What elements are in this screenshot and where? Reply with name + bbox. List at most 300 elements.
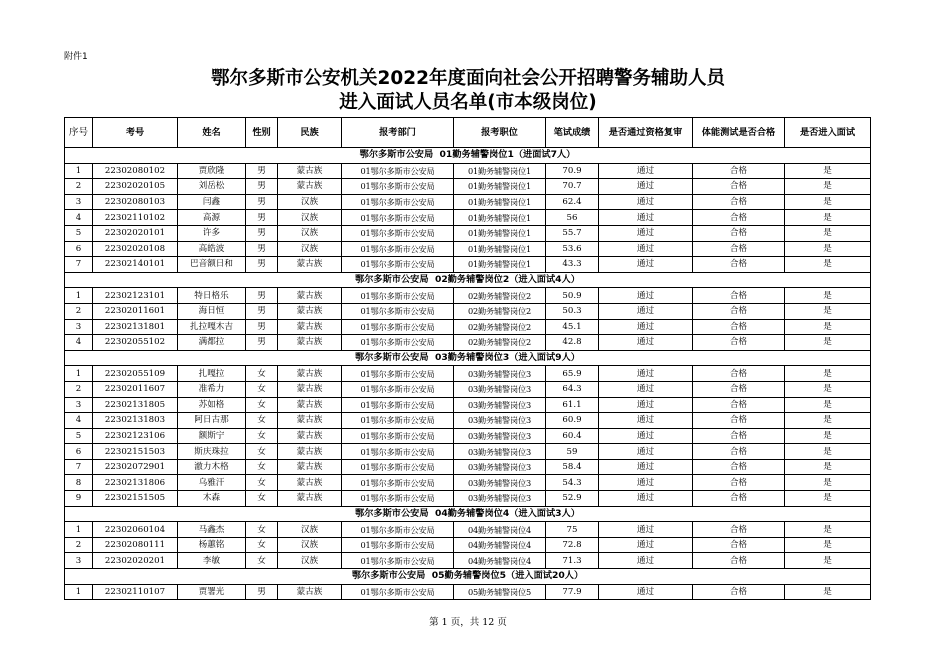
cell-name: 额斯宁 (178, 428, 246, 444)
cell-fitness: 合格 (693, 288, 785, 304)
table-row (65, 241, 871, 257)
cell-interview: 是 (785, 475, 871, 491)
cell-review: 通过 (599, 413, 693, 429)
cell-fitness: 合格 (693, 366, 785, 382)
cell-review: 通过 (599, 491, 693, 507)
cell-interview: 是 (785, 319, 871, 335)
header-name: 姓名 (178, 118, 246, 148)
cell-interview: 是 (785, 303, 871, 319)
cell-exam-no: 22302020108 (93, 241, 178, 257)
cell-name: 准希力 (178, 381, 246, 397)
cell-score: 53.6 (546, 241, 599, 257)
cell-interview: 是 (785, 210, 871, 226)
cell-ethnicity: 汉族 (278, 194, 342, 210)
cell-position: 02勤务辅警岗位2 (454, 335, 546, 351)
cell-gender: 男 (246, 225, 278, 241)
cell-score: 65.9 (546, 366, 599, 382)
cell-seq: 9 (65, 491, 93, 507)
cell-interview: 是 (785, 413, 871, 429)
cell-fitness: 合格 (693, 163, 785, 179)
cell-score: 60.9 (546, 413, 599, 429)
cell-exam-no: 22302140101 (93, 257, 178, 273)
cell-fitness: 合格 (693, 179, 785, 195)
group-header-row (65, 569, 871, 585)
cell-interview: 是 (785, 225, 871, 241)
cell-seq: 6 (65, 444, 93, 460)
cell-exam-no: 22302055102 (93, 335, 178, 351)
header-review: 是否通过资格复审 (599, 118, 693, 148)
cell-gender: 女 (246, 413, 278, 429)
cell-ethnicity: 汉族 (278, 537, 342, 553)
cell-name: 苏如格 (178, 397, 246, 413)
cell-gender: 女 (246, 491, 278, 507)
cell-name: 贾署光 (178, 584, 246, 600)
cell-gender: 男 (246, 241, 278, 257)
cell-exam-no: 22302011607 (93, 381, 178, 397)
cell-exam-no: 22302080103 (93, 194, 178, 210)
cell-review: 通过 (599, 381, 693, 397)
cell-name: 贾欣隆 (178, 163, 246, 179)
cell-gender: 男 (246, 319, 278, 335)
table-row (65, 257, 871, 273)
cell-interview: 是 (785, 491, 871, 507)
cell-gender: 女 (246, 428, 278, 444)
cell-score: 59 (546, 444, 599, 460)
cell-fitness: 合格 (693, 335, 785, 351)
cell-score: 56 (546, 210, 599, 226)
cell-name: 乌雅汗 (178, 475, 246, 491)
header-exam-no: 考号 (93, 118, 178, 148)
cell-exam-no: 22302020101 (93, 225, 178, 241)
cell-exam-no: 22302151505 (93, 491, 178, 507)
group-title: 鄂尔多斯市公安局 04勤务辅警岗位4（进入面试3人） (65, 506, 871, 522)
header-score: 笔试成绩 (546, 118, 599, 148)
cell-name: 杨蕙铭 (178, 537, 246, 553)
cell-ethnicity: 蒙古族 (278, 366, 342, 382)
cell-review: 通过 (599, 444, 693, 460)
cell-exam-no: 22302011601 (93, 303, 178, 319)
group-title: 鄂尔多斯市公安局 01勤务辅警岗位1（进面试7人） (65, 148, 871, 164)
cell-ethnicity: 蒙古族 (278, 257, 342, 273)
cell-review: 通过 (599, 257, 693, 273)
cell-exam-no: 22302131806 (93, 475, 178, 491)
cell-review: 通过 (599, 210, 693, 226)
cell-score: 64.3 (546, 381, 599, 397)
cell-position: 02勤务辅警岗位2 (454, 288, 546, 304)
cell-seq: 1 (65, 522, 93, 538)
cell-score: 61.1 (546, 397, 599, 413)
cell-department: 01鄂尔多斯市公安局 (342, 491, 454, 507)
cell-interview: 是 (785, 179, 871, 195)
cell-interview: 是 (785, 288, 871, 304)
cell-score: 52.9 (546, 491, 599, 507)
header-seq: 序号 (65, 118, 93, 148)
cell-seq: 3 (65, 553, 93, 569)
cell-position: 03勤务辅警岗位3 (454, 491, 546, 507)
table-row (65, 428, 871, 444)
cell-department: 01鄂尔多斯市公安局 (342, 444, 454, 460)
table-row (65, 366, 871, 382)
cell-seq: 1 (65, 163, 93, 179)
header-department: 报考部门 (342, 118, 454, 148)
cell-department: 01鄂尔多斯市公安局 (342, 303, 454, 319)
cell-exam-no: 22302131803 (93, 413, 178, 429)
header-fitness: 体能测试是否合格 (693, 118, 785, 148)
header-gender: 性别 (246, 118, 278, 148)
cell-interview: 是 (785, 194, 871, 210)
cell-seq: 2 (65, 303, 93, 319)
cell-position: 05勤务辅警岗位5 (454, 584, 546, 600)
cell-position: 03勤务辅警岗位3 (454, 366, 546, 382)
cell-review: 通过 (599, 335, 693, 351)
cell-seq: 2 (65, 381, 93, 397)
cell-review: 通过 (599, 303, 693, 319)
cell-name: 特日格乐 (178, 288, 246, 304)
cell-review: 通过 (599, 475, 693, 491)
cell-interview: 是 (785, 257, 871, 273)
cell-seq: 4 (65, 210, 93, 226)
cell-interview: 是 (785, 381, 871, 397)
group-header-row (65, 350, 871, 366)
table-row (65, 444, 871, 460)
cell-department: 01鄂尔多斯市公安局 (342, 553, 454, 569)
table-row (65, 522, 871, 538)
cell-department: 01鄂尔多斯市公安局 (342, 397, 454, 413)
cell-department: 01鄂尔多斯市公安局 (342, 210, 454, 226)
table-row (65, 225, 871, 241)
cell-name: 高皓波 (178, 241, 246, 257)
cell-ethnicity: 蒙古族 (278, 288, 342, 304)
cell-position: 03勤务辅警岗位3 (454, 475, 546, 491)
cell-name: 阿日古那 (178, 413, 246, 429)
cell-score: 71.3 (546, 553, 599, 569)
cell-name: 刘岳松 (178, 179, 246, 195)
group-title: 鄂尔多斯市公安局 02勤务辅警岗位2（进入面试4人） (65, 272, 871, 288)
cell-ethnicity: 蒙古族 (278, 428, 342, 444)
cell-score: 43.3 (546, 257, 599, 273)
cell-department: 01鄂尔多斯市公安局 (342, 584, 454, 600)
table-row (65, 381, 871, 397)
cell-exam-no: 22302020105 (93, 179, 178, 195)
cell-gender: 女 (246, 459, 278, 475)
cell-gender: 女 (246, 444, 278, 460)
cell-name: 闫鑫 (178, 194, 246, 210)
group-title: 鄂尔多斯市公安局 05勤务辅警岗位5（进入面试20人） (65, 569, 871, 585)
cell-gender: 女 (246, 366, 278, 382)
table-row (65, 303, 871, 319)
cell-department: 01鄂尔多斯市公安局 (342, 194, 454, 210)
cell-fitness: 合格 (693, 413, 785, 429)
table-row (65, 194, 871, 210)
cell-name: 马鑫杰 (178, 522, 246, 538)
cell-review: 通过 (599, 179, 693, 195)
cell-department: 01鄂尔多斯市公安局 (342, 366, 454, 382)
cell-seq: 4 (65, 413, 93, 429)
cell-ethnicity: 蒙古族 (278, 397, 342, 413)
cell-ethnicity: 蒙古族 (278, 303, 342, 319)
cell-review: 通过 (599, 225, 693, 241)
cell-seq: 3 (65, 397, 93, 413)
group-header-row (65, 272, 871, 288)
cell-position: 03勤务辅警岗位3 (454, 428, 546, 444)
cell-exam-no: 22302072901 (93, 459, 178, 475)
header-position: 报考职位 (454, 118, 546, 148)
cell-name: 澈力木格 (178, 459, 246, 475)
cell-gender: 男 (246, 303, 278, 319)
cell-review: 通过 (599, 319, 693, 335)
cell-interview: 是 (785, 459, 871, 475)
cell-interview: 是 (785, 397, 871, 413)
cell-position: 01勤务辅警岗位1 (454, 163, 546, 179)
cell-gender: 女 (246, 537, 278, 553)
cell-position: 01勤务辅警岗位1 (454, 241, 546, 257)
cell-seq: 7 (65, 257, 93, 273)
cell-review: 通过 (599, 584, 693, 600)
cell-ethnicity: 汉族 (278, 522, 342, 538)
cell-ethnicity: 蒙古族 (278, 459, 342, 475)
cell-score: 75 (546, 522, 599, 538)
cell-review: 通过 (599, 537, 693, 553)
cell-name: 巴音额日和 (178, 257, 246, 273)
page-title: 鄂尔多斯市公安机关2022年度面向社会公开招聘警务辅助人员 (211, 68, 725, 89)
cell-gender: 女 (246, 553, 278, 569)
cell-seq: 5 (65, 225, 93, 241)
cell-fitness: 合格 (693, 210, 785, 226)
table-row (65, 319, 871, 335)
cell-gender: 女 (246, 397, 278, 413)
header-interview: 是否进入面试 (785, 118, 871, 148)
cell-fitness: 合格 (693, 225, 785, 241)
cell-seq: 6 (65, 241, 93, 257)
cell-score: 42.8 (546, 335, 599, 351)
cell-fitness: 合格 (693, 475, 785, 491)
cell-seq: 2 (65, 537, 93, 553)
table-row (65, 210, 871, 226)
page-subtitle: 进入面试人员名单(市本级岗位) (339, 92, 597, 113)
cell-review: 通过 (599, 241, 693, 257)
cell-department: 01鄂尔多斯市公安局 (342, 459, 454, 475)
cell-fitness: 合格 (693, 381, 785, 397)
cell-position: 01勤务辅警岗位1 (454, 179, 546, 195)
cell-score: 70.7 (546, 179, 599, 195)
table-row (65, 553, 871, 569)
cell-exam-no: 22302131805 (93, 397, 178, 413)
cell-ethnicity: 蒙古族 (278, 335, 342, 351)
table-row (65, 335, 871, 351)
page-footer: 第 1 页，共 12 页 (429, 617, 507, 628)
cell-interview: 是 (785, 537, 871, 553)
cell-review: 通过 (599, 459, 693, 475)
cell-ethnicity: 蒙古族 (278, 413, 342, 429)
cell-gender: 女 (246, 522, 278, 538)
cell-name: 许多 (178, 225, 246, 241)
cell-score: 72.8 (546, 537, 599, 553)
cell-gender: 男 (246, 163, 278, 179)
cell-position: 03勤务辅警岗位3 (454, 413, 546, 429)
cell-fitness: 合格 (693, 319, 785, 335)
cell-score: 58.4 (546, 459, 599, 475)
cell-department: 01鄂尔多斯市公安局 (342, 257, 454, 273)
cell-name: 扎拉嘎木吉 (178, 319, 246, 335)
cell-name: 满都拉 (178, 335, 246, 351)
table-row (65, 537, 871, 553)
cell-gender: 男 (246, 257, 278, 273)
cell-position: 04勤务辅警岗位4 (454, 553, 546, 569)
cell-fitness: 合格 (693, 428, 785, 444)
cell-exam-no: 22302080102 (93, 163, 178, 179)
cell-position: 02勤务辅警岗位2 (454, 303, 546, 319)
table-header-row (65, 118, 871, 148)
cell-fitness: 合格 (693, 257, 785, 273)
cell-seq: 8 (65, 475, 93, 491)
cell-interview: 是 (785, 444, 871, 460)
cell-position: 01勤务辅警岗位1 (454, 194, 546, 210)
cell-interview: 是 (785, 163, 871, 179)
cell-interview: 是 (785, 584, 871, 600)
table-row (65, 288, 871, 304)
cell-seq: 3 (65, 194, 93, 210)
cell-gender: 女 (246, 475, 278, 491)
cell-interview: 是 (785, 553, 871, 569)
cell-seq: 1 (65, 366, 93, 382)
cell-gender: 男 (246, 335, 278, 351)
cell-position: 02勤务辅警岗位2 (454, 319, 546, 335)
cell-department: 01鄂尔多斯市公安局 (342, 381, 454, 397)
cell-review: 通过 (599, 163, 693, 179)
table-row (65, 584, 871, 600)
cell-department: 01鄂尔多斯市公安局 (342, 179, 454, 195)
cell-department: 01鄂尔多斯市公安局 (342, 225, 454, 241)
cell-interview: 是 (785, 335, 871, 351)
cell-ethnicity: 蒙古族 (278, 475, 342, 491)
cell-exam-no: 22302110102 (93, 210, 178, 226)
cell-department: 01鄂尔多斯市公安局 (342, 413, 454, 429)
cell-interview: 是 (785, 366, 871, 382)
cell-exam-no: 22302123106 (93, 428, 178, 444)
attachment-label: 附件1 (64, 52, 88, 62)
cell-score: 50.3 (546, 303, 599, 319)
cell-position: 04勤务辅警岗位4 (454, 537, 546, 553)
cell-department: 01鄂尔多斯市公安局 (342, 288, 454, 304)
cell-score: 45.1 (546, 319, 599, 335)
cell-gender: 男 (246, 210, 278, 226)
cell-fitness: 合格 (693, 553, 785, 569)
group-header-row (65, 506, 871, 522)
cell-interview: 是 (785, 428, 871, 444)
cell-review: 通过 (599, 428, 693, 444)
header-ethnicity: 民族 (278, 118, 342, 148)
cell-interview: 是 (785, 522, 871, 538)
cell-review: 通过 (599, 288, 693, 304)
cell-ethnicity: 蒙古族 (278, 179, 342, 195)
cell-ethnicity: 蒙古族 (278, 163, 342, 179)
cell-ethnicity: 蒙古族 (278, 444, 342, 460)
cell-ethnicity: 蒙古族 (278, 491, 342, 507)
cell-position: 01勤务辅警岗位1 (454, 210, 546, 226)
cell-name: 木森 (178, 491, 246, 507)
cell-review: 通过 (599, 553, 693, 569)
cell-ethnicity: 汉族 (278, 225, 342, 241)
table-row (65, 163, 871, 179)
cell-position: 03勤务辅警岗位3 (454, 397, 546, 413)
cell-department: 01鄂尔多斯市公安局 (342, 241, 454, 257)
cell-score: 55.7 (546, 225, 599, 241)
candidate-table (64, 117, 871, 600)
cell-fitness: 合格 (693, 303, 785, 319)
cell-seq: 1 (65, 584, 93, 600)
cell-score: 60.4 (546, 428, 599, 444)
cell-department: 01鄂尔多斯市公安局 (342, 335, 454, 351)
cell-seq: 2 (65, 179, 93, 195)
cell-seq: 7 (65, 459, 93, 475)
cell-seq: 5 (65, 428, 93, 444)
cell-score: 62.4 (546, 194, 599, 210)
cell-ethnicity: 蒙古族 (278, 381, 342, 397)
cell-gender: 男 (246, 288, 278, 304)
cell-review: 通过 (599, 522, 693, 538)
cell-gender: 女 (246, 381, 278, 397)
cell-department: 01鄂尔多斯市公安局 (342, 537, 454, 553)
cell-score: 77.9 (546, 584, 599, 600)
cell-exam-no: 22302080111 (93, 537, 178, 553)
table-body (65, 148, 871, 600)
cell-name: 高源 (178, 210, 246, 226)
table-row (65, 397, 871, 413)
table-row (65, 413, 871, 429)
cell-ethnicity: 蒙古族 (278, 584, 342, 600)
cell-exam-no: 22302131801 (93, 319, 178, 335)
cell-exam-no: 22302055109 (93, 366, 178, 382)
cell-fitness: 合格 (693, 459, 785, 475)
table-row (65, 179, 871, 195)
cell-score: 50.9 (546, 288, 599, 304)
cell-score: 54.3 (546, 475, 599, 491)
table-row (65, 475, 871, 491)
cell-gender: 男 (246, 179, 278, 195)
cell-position: 03勤务辅警岗位3 (454, 381, 546, 397)
cell-fitness: 合格 (693, 241, 785, 257)
cell-fitness: 合格 (693, 522, 785, 538)
cell-interview: 是 (785, 241, 871, 257)
cell-position: 03勤务辅警岗位3 (454, 459, 546, 475)
cell-fitness: 合格 (693, 584, 785, 600)
cell-seq: 4 (65, 335, 93, 351)
cell-name: 斯庆珠拉 (178, 444, 246, 460)
cell-gender: 男 (246, 194, 278, 210)
cell-seq: 3 (65, 319, 93, 335)
group-header-row (65, 148, 871, 164)
cell-fitness: 合格 (693, 397, 785, 413)
cell-fitness: 合格 (693, 444, 785, 460)
table-row (65, 459, 871, 475)
cell-name: 李敏 (178, 553, 246, 569)
cell-exam-no: 22302123101 (93, 288, 178, 304)
cell-review: 通过 (599, 397, 693, 413)
cell-score: 70.9 (546, 163, 599, 179)
cell-department: 01鄂尔多斯市公安局 (342, 163, 454, 179)
group-title: 鄂尔多斯市公安局 03勤务辅警岗位3（进入面试9人） (65, 350, 871, 366)
cell-exam-no: 22302151503 (93, 444, 178, 460)
cell-position: 03勤务辅警岗位3 (454, 444, 546, 460)
cell-position: 01勤务辅警岗位1 (454, 257, 546, 273)
cell-review: 通过 (599, 194, 693, 210)
cell-ethnicity: 汉族 (278, 553, 342, 569)
cell-exam-no: 22302110107 (93, 584, 178, 600)
cell-ethnicity: 汉族 (278, 210, 342, 226)
cell-department: 01鄂尔多斯市公安局 (342, 428, 454, 444)
cell-gender: 男 (246, 584, 278, 600)
cell-exam-no: 22302020201 (93, 553, 178, 569)
